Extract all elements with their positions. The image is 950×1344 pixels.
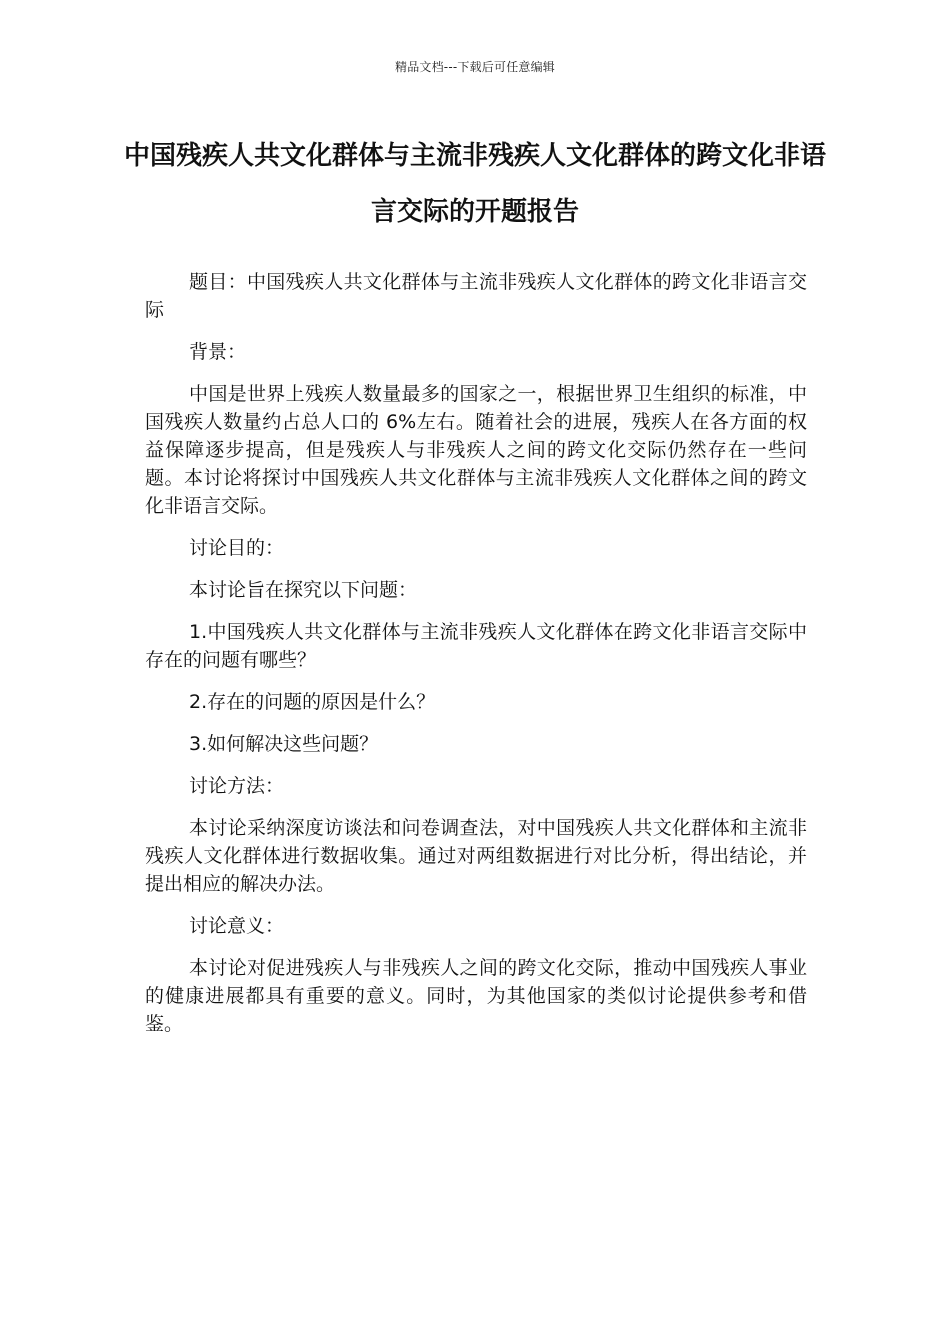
purpose-heading: 讨论目的： — [189, 537, 285, 559]
question-3: 3.如何解决这些问题？ — [189, 733, 379, 755]
background-heading: 背景： — [189, 341, 247, 363]
purpose-intro: 本讨论旨在探究以下问题： — [189, 579, 418, 601]
method-heading: 讨论方法： — [189, 775, 285, 797]
document-body — [145, 268, 807, 1052]
document-title: 中国残疾人共文化群体与主流非残疾人文化群体的跨文化非语言交际的开题报告 — [123, 141, 826, 227]
topic-paragraph: 题目：中国残疾人共文化群体与主流非残疾人文化群体的跨文化非语言交际 — [145, 271, 807, 321]
header-note: 精品文档---下载后可任意编辑 — [395, 60, 555, 74]
question-1: 1.中国残疾人共文化群体与主流非残疾人文化群体在跨文化非语言交际中存在的问题有哪些？ — [145, 621, 807, 671]
method-paragraph: 本讨论采纳深度访谈法和问卷调查法，对中国残疾人共文化群体和主流非残疾人文化群体进行数据收集。通过对两组数据进行对比分析，得出结论，并提出相应的解决办法。 — [145, 817, 807, 895]
significance-heading: 讨论意义： — [189, 915, 285, 937]
significance-paragraph: 本讨论对促进残疾人与非残疾人之间的跨文化交际，推动中国残疾人事业的健康进展都具有重要的意义。同时，为其他国家的类似讨论提供参考和借鉴。 — [145, 957, 807, 1035]
background-paragraph: 中国是世界上残疾人数量最多的国家之一，根据世界卫生组织的标准，中国残疾人数量约占总人口的 6%左右。随着社会的进展，残疾人在各方面的权益保障逐步提高，但是残疾人与非残疾人之间的跨文化交际仍然存在一些问题。本讨论将探讨中国残疾人共文化群体与主流非残疾人文化群体之间的跨文化非语言交际。 — [145, 383, 807, 517]
question-2: 2.存在的问题的原因是什么？ — [189, 691, 436, 713]
